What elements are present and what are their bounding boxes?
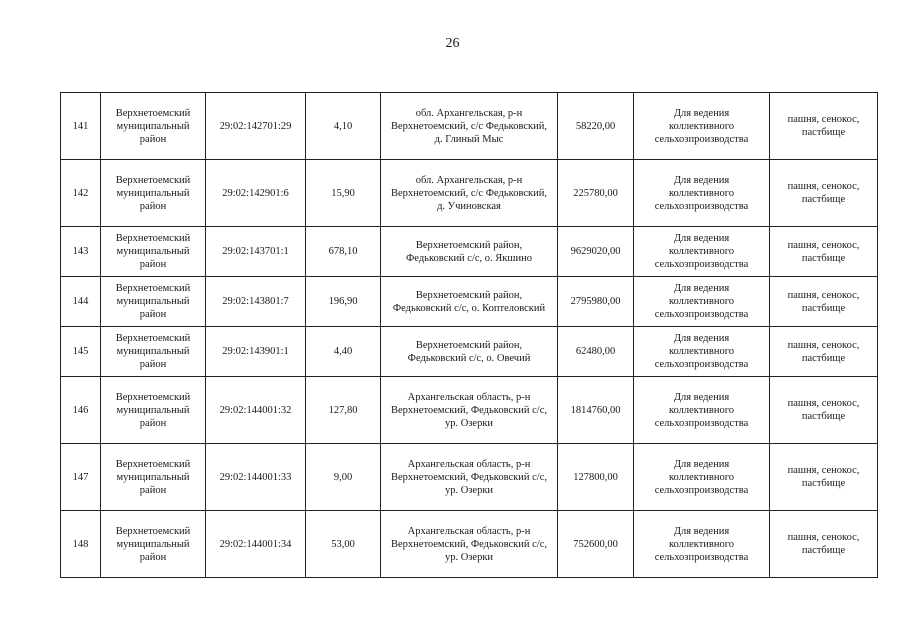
permitted-use-line: сельхозпроизводства xyxy=(654,133,749,145)
row-number-cell: 144 xyxy=(61,277,101,327)
cadastral-value-cell: 1814760,00 xyxy=(558,377,634,444)
cadastral-number-cell: 29:02:144001:32 xyxy=(206,377,306,444)
permitted-use-line: коллективного xyxy=(668,187,735,199)
land-type-cell xyxy=(770,160,878,227)
permitted-use-cell xyxy=(634,327,770,377)
location-cell xyxy=(381,327,558,377)
land-type-cell xyxy=(770,377,878,444)
permitted-use-cell xyxy=(634,160,770,227)
row-number-cell: 143 xyxy=(61,227,101,277)
location-cell xyxy=(381,160,558,227)
table-row xyxy=(61,377,878,444)
district-line: район xyxy=(139,417,167,429)
permitted-use-line: сельхозпроизводства xyxy=(654,551,749,563)
table-row xyxy=(61,277,878,327)
cadastral-number-cell: 29:02:143801:7 xyxy=(206,277,306,327)
cadastral-number-cell: 29:02:143701:1 xyxy=(206,227,306,277)
district-cell xyxy=(101,227,206,277)
district-line: муниципальный xyxy=(116,346,190,357)
permitted-use-line: Для ведения xyxy=(673,525,730,537)
district-line: Верхнетоемский xyxy=(115,283,191,294)
location-cell xyxy=(381,444,558,511)
permitted-use-line: сельхозпроизводства xyxy=(654,417,749,429)
location-line: Федьковский с/с, о. Якшино xyxy=(406,252,532,264)
area-cell: 127,80 xyxy=(306,377,381,444)
land-type-line: пашня, сенокос, xyxy=(787,339,860,351)
land-type-line: пашня, сенокос, xyxy=(787,398,860,409)
district-line: район xyxy=(139,551,167,563)
table-row xyxy=(61,93,878,160)
permitted-use-line: коллективного xyxy=(668,246,735,257)
land-type-line: пастбище xyxy=(801,302,846,314)
location-cell xyxy=(381,227,558,277)
area-cell: 15,90 xyxy=(306,160,381,227)
district-line: Верхнетоемский xyxy=(115,233,191,244)
cadastral-number-cell: 29:02:142701:29 xyxy=(206,93,306,160)
permitted-use-line: коллективного xyxy=(668,296,735,307)
row-number-cell: 145 xyxy=(61,327,101,377)
row-number-cell: 148 xyxy=(61,511,101,578)
land-type-cell xyxy=(770,444,878,511)
district-line: муниципальный xyxy=(116,296,190,307)
land-type-cell xyxy=(770,511,878,578)
cadastral-value-cell: 9629020,00 xyxy=(558,227,634,277)
table-body xyxy=(61,93,878,578)
location-cell xyxy=(381,277,558,327)
location-line: ур. Озерки xyxy=(444,551,494,563)
row-number-cell: 146 xyxy=(61,377,101,444)
location-line: Верхнетоемский, с/с Федьковский, xyxy=(391,187,547,199)
district-cell xyxy=(101,93,206,160)
table-row xyxy=(61,327,878,377)
table-row xyxy=(61,511,878,578)
area-cell: 196,90 xyxy=(306,277,381,327)
location-line: ур. Озерки xyxy=(444,484,494,496)
land-type-line: пастбище xyxy=(801,127,846,138)
permitted-use-cell xyxy=(634,277,770,327)
location-cell xyxy=(381,93,558,160)
table-row xyxy=(61,227,878,277)
district-line: муниципальный xyxy=(116,538,190,550)
location-line: Архангельская область, р-н xyxy=(407,391,531,403)
district-line: Верхнетоемский xyxy=(115,525,191,537)
district-line: район xyxy=(139,309,167,320)
location-line: Федьковский с/с, о. Коптеловский xyxy=(392,302,546,314)
permitted-use-cell xyxy=(634,511,770,578)
permitted-use-line: коллективного xyxy=(668,471,735,483)
cadastral-value-cell: 225780,00 xyxy=(558,160,634,227)
land-type-line: пашня, сенокос, xyxy=(787,465,860,476)
permitted-use-line: Для ведения xyxy=(673,391,730,403)
table-row xyxy=(61,444,878,511)
district-line: район xyxy=(139,133,167,145)
permitted-use-cell xyxy=(634,227,770,277)
land-type-line: пастбище xyxy=(801,352,846,364)
location-line: ур. Озерки xyxy=(444,417,494,429)
permitted-use-line: Для ведения xyxy=(673,333,730,344)
district-line: муниципальный xyxy=(116,187,190,199)
district-line: Верхнетоемский xyxy=(115,174,191,186)
location-line: обл. Архангельская, р-н xyxy=(415,174,523,186)
land-type-cell xyxy=(770,227,878,277)
land-type-line: пастбище xyxy=(801,252,846,264)
land-type-cell xyxy=(770,327,878,377)
location-line: Верхнетоемский район, xyxy=(415,239,523,251)
location-line: Верхнетоемский, с/с Федьковский, xyxy=(391,120,547,132)
permitted-use-cell xyxy=(634,93,770,160)
cadastral-value-cell: 58220,00 xyxy=(558,93,634,160)
district-line: район xyxy=(139,200,167,212)
location-line: д. Учиновская xyxy=(437,200,501,212)
land-type-cell xyxy=(770,277,878,327)
district-line: район xyxy=(139,484,167,496)
land-type-line: пастбище xyxy=(801,194,846,205)
district-cell xyxy=(101,511,206,578)
cadastral-value-cell: 752600,00 xyxy=(558,511,634,578)
permitted-use-line: Для ведения xyxy=(673,458,730,470)
location-line: обл. Архангельская, р-н xyxy=(415,107,523,119)
permitted-use-line: Для ведения xyxy=(673,233,730,244)
permitted-use-line: коллективного xyxy=(668,538,735,550)
cadastral-value-cell: 127800,00 xyxy=(558,444,634,511)
permitted-use-line: сельхозпроизводства xyxy=(654,359,749,370)
district-line: муниципальный xyxy=(116,120,190,132)
permitted-use-line: сельхозпроизводства xyxy=(654,259,749,270)
district-line: Верхнетоемский xyxy=(115,391,191,403)
table-row xyxy=(61,160,878,227)
location-line: Верхнетоемский район, xyxy=(415,289,523,301)
location-line: Верхнетоемский, Федьковский с/с, xyxy=(391,404,547,416)
land-type-line: пашня, сенокос, xyxy=(787,532,860,543)
area-cell: 53,00 xyxy=(306,511,381,578)
land-type-line: пастбище xyxy=(801,545,846,556)
land-type-line: пашня, сенокос, xyxy=(787,289,860,301)
row-number-cell: 141 xyxy=(61,93,101,160)
district-line: Верхнетоемский xyxy=(115,107,191,119)
area-cell: 9,00 xyxy=(306,444,381,511)
location-line: д. Глиный Мыс xyxy=(434,133,504,145)
row-number-cell: 147 xyxy=(61,444,101,511)
permitted-use-line: коллективного xyxy=(668,120,735,132)
location-cell xyxy=(381,377,558,444)
cadastral-number-cell: 29:02:144001:33 xyxy=(206,444,306,511)
district-cell xyxy=(101,444,206,511)
land-type-line: пашня, сенокос, xyxy=(787,239,860,251)
cadastral-number-cell: 29:02:144001:34 xyxy=(206,511,306,578)
permitted-use-line: сельхозпроизводства xyxy=(654,200,749,212)
land-type-line: пастбище xyxy=(801,478,846,489)
land-type-line: пашня, сенокос, xyxy=(787,181,860,192)
district-line: район xyxy=(139,259,167,270)
location-line: Верхнетоемский район, xyxy=(415,339,523,351)
land-type-line: пашня, сенокос, xyxy=(787,114,860,125)
cadastral-number-cell: 29:02:143901:1 xyxy=(206,327,306,377)
land-type-cell xyxy=(770,93,878,160)
district-cell xyxy=(101,377,206,444)
permitted-use-line: Для ведения xyxy=(673,107,730,119)
cadastral-value-cell: 2795980,00 xyxy=(558,277,634,327)
location-line: Верхнетоемский, Федьковский с/с, xyxy=(391,538,547,550)
district-line: Верхнетоемский xyxy=(115,333,191,344)
page-number: 26 xyxy=(445,36,460,51)
district-line: Верхнетоемский xyxy=(115,458,191,470)
cadastral-number-cell: 29:02:142901:6 xyxy=(206,160,306,227)
land-plots-table xyxy=(60,92,878,578)
permitted-use-line: Для ведения xyxy=(673,174,730,186)
location-line: Архангельская область, р-н xyxy=(407,525,531,537)
area-cell: 4,10 xyxy=(306,93,381,160)
district-cell xyxy=(101,327,206,377)
cadastral-value-cell: 62480,00 xyxy=(558,327,634,377)
district-line: муниципальный xyxy=(116,246,190,257)
area-cell: 678,10 xyxy=(306,227,381,277)
district-line: муниципальный xyxy=(116,404,190,416)
permitted-use-line: коллективного xyxy=(668,404,735,416)
location-line: Архангельская область, р-н xyxy=(407,458,531,470)
land-type-line: пастбище xyxy=(801,411,846,422)
area-cell: 4,40 xyxy=(306,327,381,377)
district-line: район xyxy=(139,359,167,370)
location-line: Верхнетоемский, Федьковский с/с, xyxy=(391,471,547,483)
location-cell xyxy=(381,511,558,578)
district-line: муниципальный xyxy=(116,471,190,483)
permitted-use-line: сельхозпроизводства xyxy=(654,484,749,496)
district-cell xyxy=(101,160,206,227)
permitted-use-cell xyxy=(634,444,770,511)
permitted-use-line: Для ведения xyxy=(673,283,730,294)
permitted-use-cell xyxy=(634,377,770,444)
row-number-cell: 142 xyxy=(61,160,101,227)
location-line: Федьковский с/с, о. Овечий xyxy=(407,352,531,364)
permitted-use-line: коллективного xyxy=(668,346,735,357)
permitted-use-line: сельхозпроизводства xyxy=(654,309,749,320)
district-cell xyxy=(101,277,206,327)
